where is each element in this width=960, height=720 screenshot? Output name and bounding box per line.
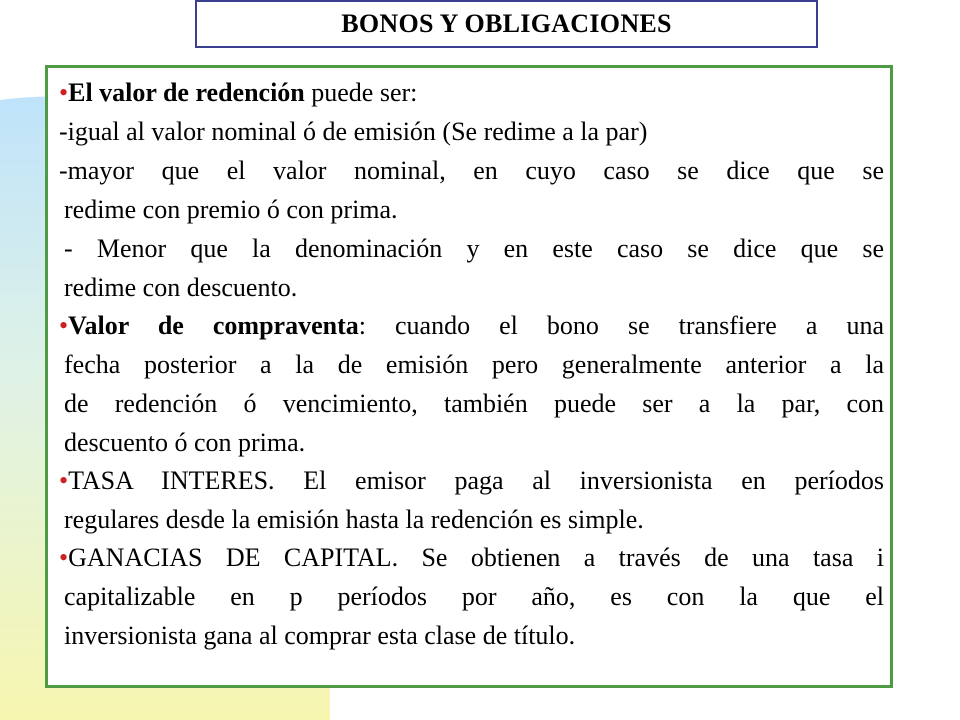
item-text: : cuando el bono se transfiere a una [358, 311, 884, 340]
list-item-ganancias-capital [59, 541, 884, 575]
sub-item-menor-cont: redime con descuento. [64, 273, 298, 302]
term-valor-compraventa: Valor de compraventa [68, 311, 359, 340]
list-item-valor-redencion [59, 76, 884, 110]
item-text: TASA INTERES. El emisor paga al inversionista en períodos [68, 466, 884, 495]
sub-item-mayor-cont: redime con premio ó con prima. [64, 195, 398, 224]
sub-item-igual: -igual al valor nominal ó de emisión (Se redime a la par) [59, 117, 648, 146]
title-box [195, 0, 818, 48]
bullet-icon: • [59, 543, 69, 572]
bullet-icon: • [59, 78, 69, 107]
content-box [45, 65, 893, 688]
list-item-cont: regulares desde la emisión hasta la redención es simple. [64, 505, 644, 534]
bullet-icon: • [59, 311, 69, 340]
page-title: BONOS Y OBLIGACIONES [341, 9, 672, 38]
term-valor-redencion: El valor de redención [68, 78, 305, 107]
list-item-valor-compraventa [59, 309, 884, 343]
list-item-cont: capitalizable en p períodos por año, es con la que el [64, 582, 884, 611]
sub-item-menor: - Menor que la denominación y en este caso se dice que se [64, 234, 884, 263]
list-item-cont: descuento ó con prima. [64, 428, 306, 457]
list-item-cont: inversionista gana al comprar esta clase de título. [64, 621, 576, 650]
item-text: puede ser: [304, 78, 418, 107]
item-text: GANACIAS DE CAPITAL. Se obtienen a través de una tasa i [68, 543, 884, 572]
bullet-icon: • [59, 466, 69, 495]
sub-item-mayor: -mayor que el valor nominal, en cuyo caso se dice que se [59, 156, 884, 185]
list-item-cont: fecha posterior a la de emisión pero generalmente anterior a la [64, 350, 884, 379]
list-item-tasa-interes [59, 464, 884, 498]
list-item-cont: de redención ó vencimiento, también puede ser a la par, con [64, 389, 884, 418]
